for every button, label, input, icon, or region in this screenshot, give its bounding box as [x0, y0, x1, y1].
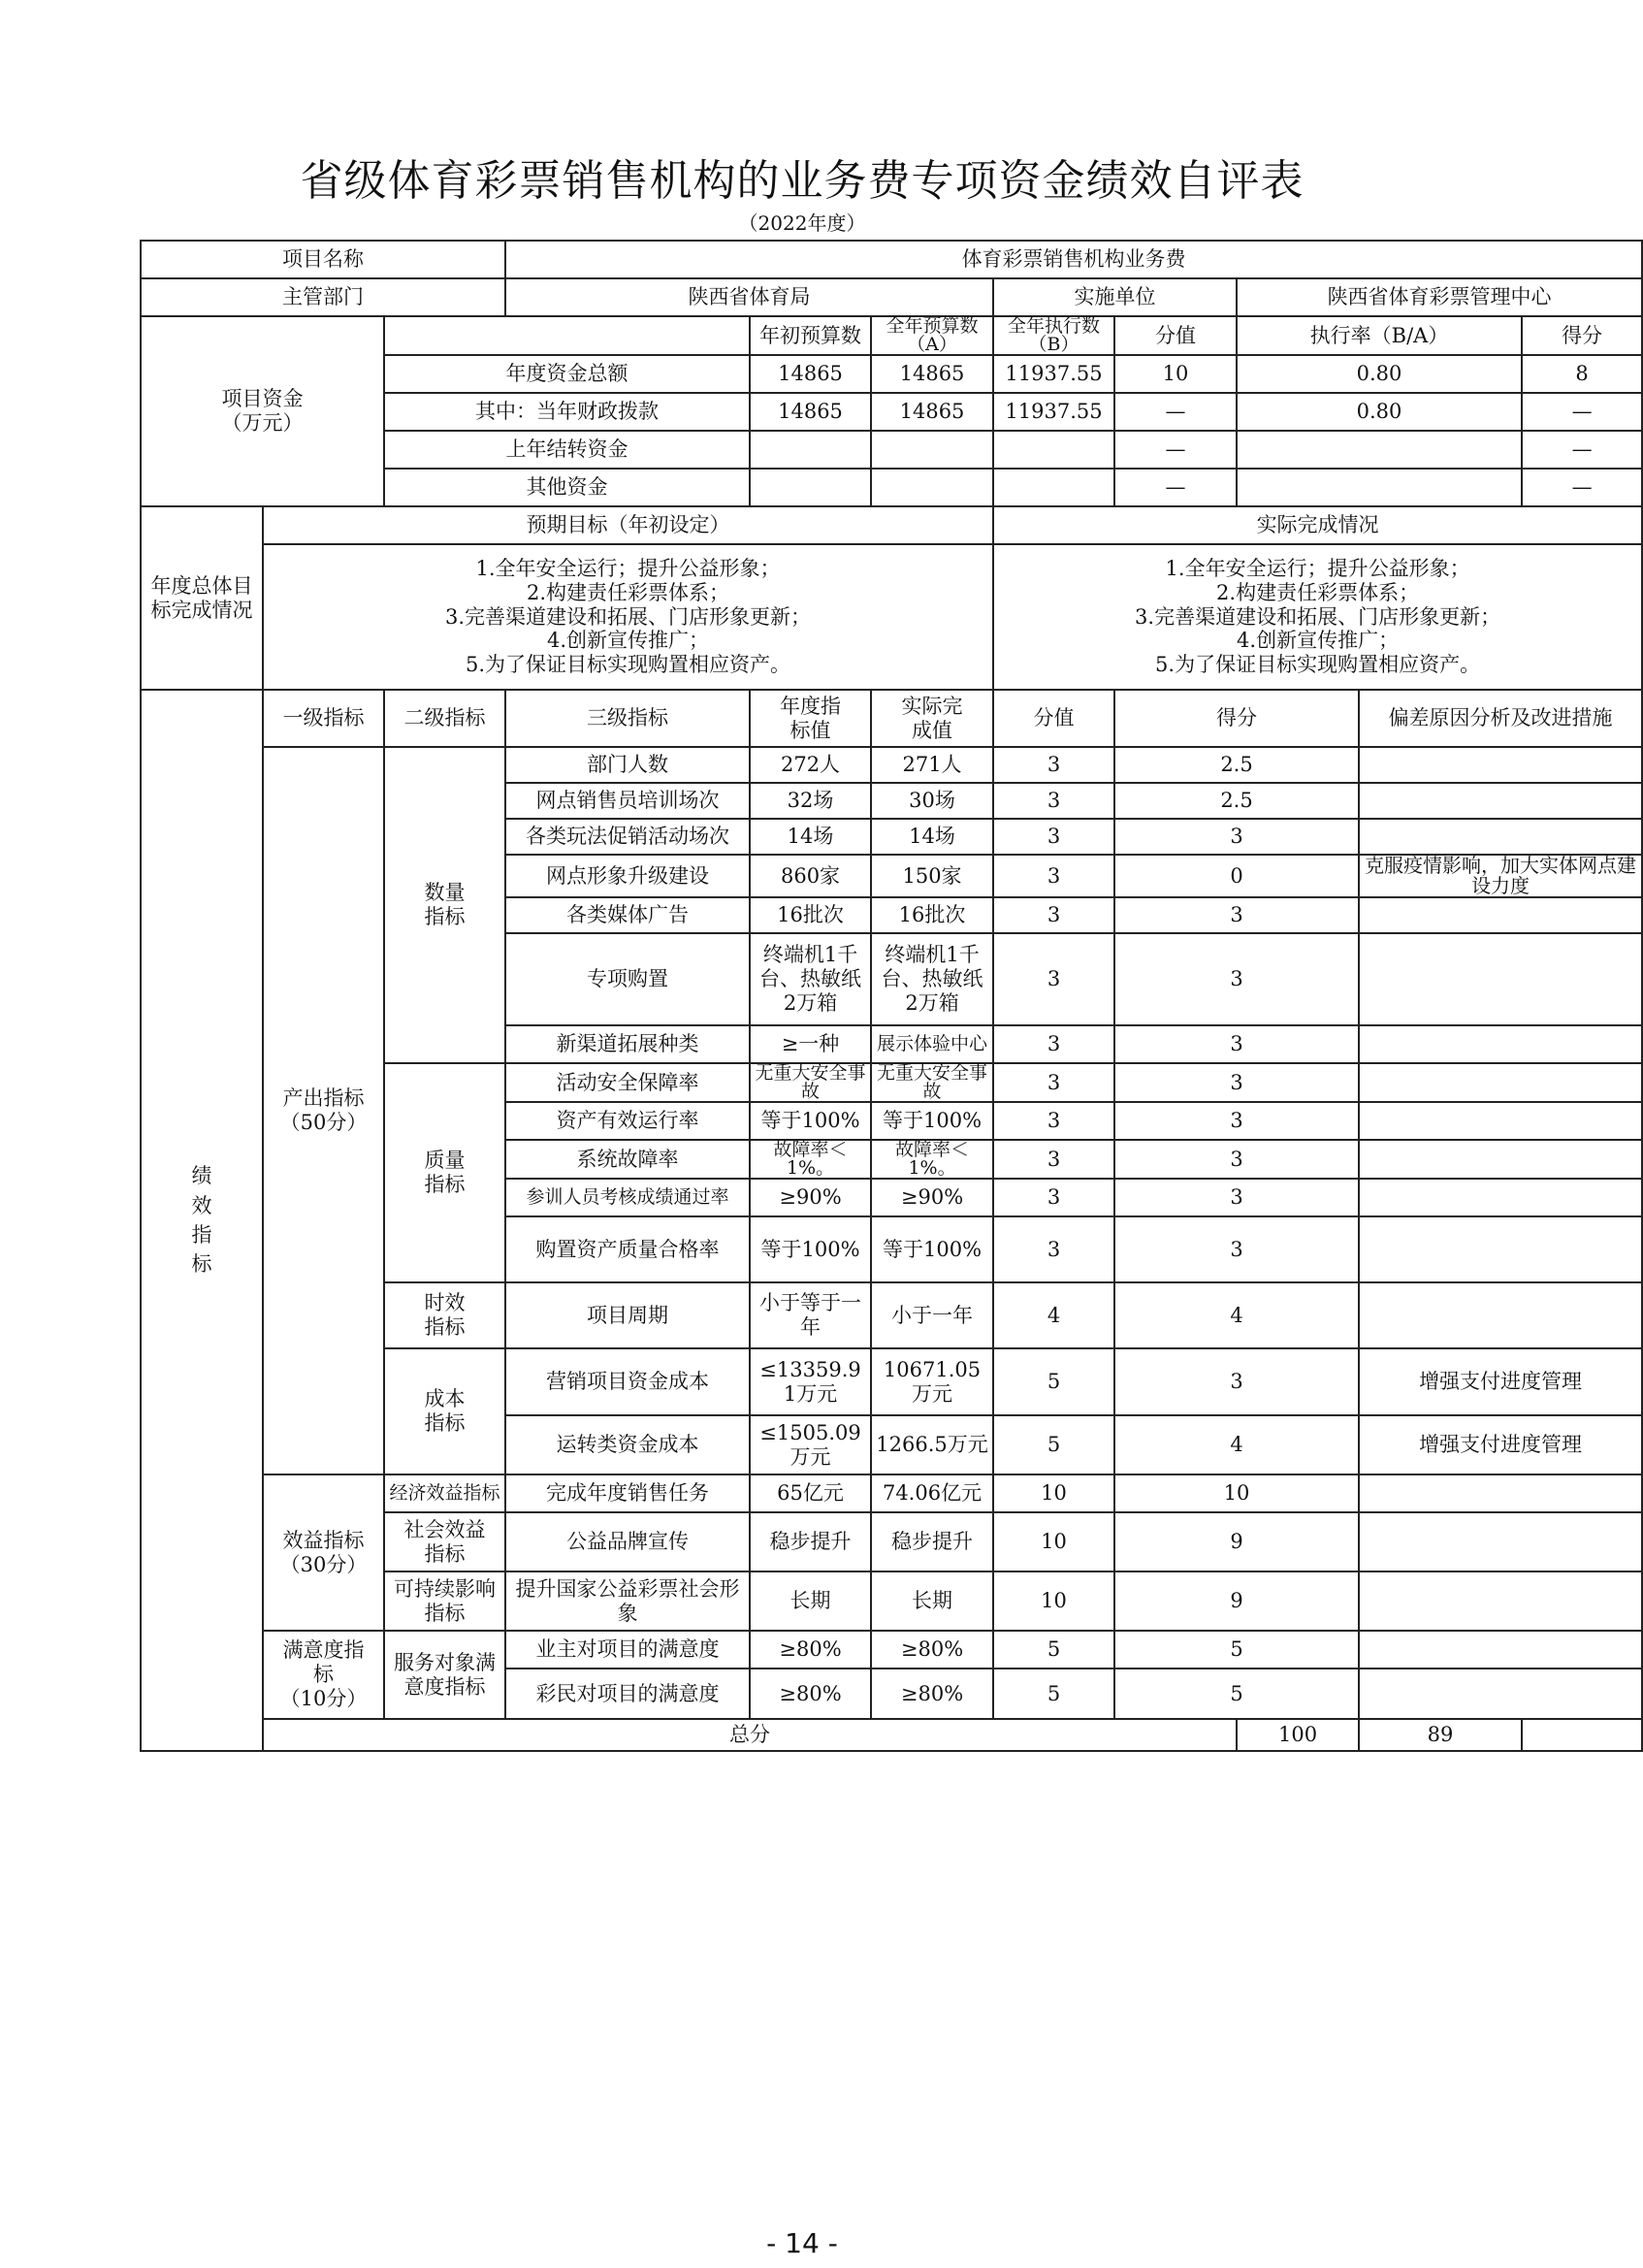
perf-col-l1: 一级指标 — [263, 690, 384, 747]
funds-annual: 14865 — [871, 355, 993, 393]
social-indicator-label: 社会效益指标 — [384, 1512, 505, 1571]
indicator-reason — [1359, 1512, 1642, 1571]
indicator-score: 3 — [1114, 1063, 1359, 1102]
indicator-score: 0 — [1114, 855, 1359, 897]
goal-item: 3.完善渠道建设和拓展、门店形象更新； — [1135, 604, 1501, 629]
indicator-target: ≥一种 — [750, 1025, 871, 1063]
indicator-score-val: 3 — [993, 1025, 1114, 1063]
indicator-name: 项目周期 — [505, 1282, 750, 1348]
funds-label: 项目资金 （万元） — [141, 316, 384, 506]
indicator-score-val: 3 — [993, 1140, 1114, 1179]
perf-col-target: 年度指标值 — [750, 690, 871, 747]
funds-exec: 11937.55 — [993, 355, 1114, 393]
cost-indicator-label: 成本指标 — [384, 1348, 505, 1474]
funds-score: — — [1522, 469, 1642, 506]
project-name-label: 项目名称 — [141, 241, 505, 278]
total-score: 89 — [1359, 1719, 1522, 1751]
goal-item: 3.完善渠道建设和拓展、门店形象更新； — [444, 604, 812, 629]
funds-exec: 11937.55 — [993, 393, 1114, 431]
indicator-actual: 271人 — [871, 747, 993, 783]
indicator-target: 小于等于一年 — [750, 1282, 871, 1348]
dept-label: 主管部门 — [141, 278, 505, 316]
funds-col-annual: 全年预算数 （A） — [871, 316, 993, 355]
indicator-score: 3 — [1114, 819, 1359, 855]
funds-rate — [1237, 469, 1522, 506]
funds-exec — [993, 431, 1114, 469]
document-title: 省级体育彩票销售机构的业务费专项资金绩效自评表 — [300, 156, 1305, 206]
goal-item: 1.全年安全运行；提升公益形象； — [475, 557, 781, 581]
funds-rate: 0.80 — [1237, 393, 1522, 431]
goals-label: 年度总体目标完成情况 — [141, 506, 263, 690]
total-row — [141, 1719, 1642, 1751]
indicator-reason: 增强支付进度管理 — [1359, 1348, 1642, 1415]
funds-col-rate: 执行率（B/A） — [1237, 316, 1522, 355]
funds-score: — — [1522, 431, 1642, 469]
dept-value: 陕西省体育局 — [505, 278, 993, 316]
funds-header-row — [141, 316, 1642, 355]
indicator-name: 新渠道拓展种类 — [505, 1025, 750, 1063]
perf-header-row — [141, 690, 1642, 747]
goal-item: 2.构建责任彩票体系； — [1216, 580, 1420, 604]
indicator-score-val: 5 — [993, 1631, 1114, 1669]
indicator-actual: 无重大安全事故 — [871, 1063, 993, 1102]
funds-row-name: 年度资金总额 — [384, 355, 750, 393]
indicator-name: 彩民对项目的满意度 — [505, 1669, 750, 1719]
indicator-actual: 终端机1千台、热敏纸2万箱 — [871, 933, 993, 1025]
indicator-reason — [1359, 819, 1642, 855]
indicator-actual: 小于一年 — [871, 1282, 993, 1348]
indicator-target: 65亿元 — [750, 1474, 871, 1512]
indicator-score: 3 — [1114, 897, 1359, 933]
timeliness-indicator-label: 时效指标 — [384, 1282, 505, 1348]
indicator-actual: 14场 — [871, 819, 993, 855]
indicator-name: 专项购置 — [505, 933, 750, 1025]
perf-row — [141, 1474, 1642, 1512]
indicator-target: 稳步提升 — [750, 1512, 871, 1571]
goal-item: 1.全年安全运行；提升公益形象； — [1165, 557, 1470, 581]
indicator-name: 部门人数 — [505, 747, 750, 783]
indicator-reason — [1359, 1179, 1642, 1216]
impl-label: 实施单位 — [993, 278, 1237, 316]
perf-col-reason: 偏差原因分析及改进措施 — [1359, 690, 1642, 747]
indicator-actual: 1266.5万元 — [871, 1415, 993, 1474]
indicator-score-val: 10 — [993, 1512, 1114, 1571]
goals-expected-header: 预期目标（年初设定） — [263, 506, 993, 544]
indicator-score-val: 10 — [993, 1474, 1114, 1512]
funds-col-score: 得分 — [1522, 316, 1642, 355]
total-blank — [1522, 1719, 1642, 1751]
indicator-reason — [1359, 1669, 1642, 1719]
indicator-actual: 稳步提升 — [871, 1512, 993, 1571]
output-indicator-label: 产出指标 （50分） — [263, 747, 384, 1474]
impl-value: 陕西省体育彩票管理中心 — [1237, 278, 1642, 316]
satisfaction-indicator-label: 满意度指标 （10分） — [263, 1631, 384, 1719]
funds-rate — [1237, 431, 1522, 469]
indicator-score-val: 4 — [993, 1282, 1114, 1348]
funds-score-val: — — [1114, 431, 1237, 469]
goal-item: 5.为了保证目标实现购置相应资产。 — [465, 653, 791, 677]
indicator-target: 14场 — [750, 819, 871, 855]
indicator-target: 终端机1千台、热敏纸2万箱 — [750, 933, 871, 1025]
indicator-reason — [1359, 1216, 1642, 1282]
indicator-name: 参训人员考核成绩通过率 — [505, 1179, 750, 1216]
quantity-indicator-label: 数量指标 — [384, 747, 505, 1063]
indicator-score-val: 3 — [993, 897, 1114, 933]
funds-col-exec: 全年执行数 （B） — [993, 316, 1114, 355]
indicator-score-val: 5 — [993, 1348, 1114, 1415]
indicator-score: 2.5 — [1114, 747, 1359, 783]
indicator-reason — [1359, 1102, 1642, 1140]
project-name-row — [141, 241, 1642, 278]
indicator-score-val: 10 — [993, 1571, 1114, 1631]
indicator-actual: 等于100% — [871, 1102, 993, 1140]
page-number: - 14 - — [766, 2227, 838, 2259]
indicator-score: 9 — [1114, 1512, 1359, 1571]
funds-exec — [993, 469, 1114, 506]
service-satisfaction-label: 服务对象满意度指标 — [384, 1631, 505, 1719]
indicator-target: 16批次 — [750, 897, 871, 933]
funds-rate: 0.80 — [1237, 355, 1522, 393]
indicator-name: 系统故障率 — [505, 1140, 750, 1179]
indicator-score: 3 — [1114, 1216, 1359, 1282]
indicator-score-val: 3 — [993, 1063, 1114, 1102]
perf-row — [141, 1631, 1642, 1669]
funds-score-val: — — [1114, 393, 1237, 431]
indicator-name: 运转类资金成本 — [505, 1415, 750, 1474]
funds-score: — — [1522, 393, 1642, 431]
indicator-score-val: 5 — [993, 1669, 1114, 1719]
indicator-score: 3 — [1114, 1102, 1359, 1140]
indicator-name: 提升国家公益彩票社会形象 — [505, 1571, 750, 1631]
quality-indicator-label: 质量指标 — [384, 1063, 505, 1282]
indicator-target: ≥80% — [750, 1631, 871, 1669]
indicator-actual: ≥80% — [871, 1631, 993, 1669]
perf-row — [141, 747, 1642, 783]
funds-init — [750, 431, 871, 469]
indicator-actual: 150家 — [871, 855, 993, 897]
funds-init — [750, 469, 871, 506]
funds-blank-header — [384, 316, 750, 355]
funds-col-score-val: 分值 — [1114, 316, 1237, 355]
funds-annual: 14865 — [871, 393, 993, 431]
indicator-actual: 故障率＜1%。 — [871, 1140, 993, 1179]
indicator-target: 860家 — [750, 855, 871, 897]
indicator-score-val: 3 — [993, 1216, 1114, 1282]
funds-score-val: 10 — [1114, 355, 1237, 393]
indicator-name: 网点形象升级建设 — [505, 855, 750, 897]
indicator-name: 公益品牌宣传 — [505, 1512, 750, 1571]
goal-item: 4.创新宣传推广； — [546, 629, 710, 653]
department-row — [141, 278, 1642, 316]
indicator-score-val: 3 — [993, 747, 1114, 783]
indicator-target: ≤13359.91万元 — [750, 1348, 871, 1415]
indicator-score-val: 3 — [993, 855, 1114, 897]
indicator-reason — [1359, 1571, 1642, 1631]
goals-content-row — [141, 544, 1642, 690]
indicator-name: 网点销售员培训场次 — [505, 783, 750, 819]
goals-actual-list — [993, 544, 1642, 690]
perf-col-score-val: 分值 — [993, 690, 1114, 747]
document-year: （2022年度） — [738, 211, 866, 235]
funds-init: 14865 — [750, 393, 871, 431]
sustainable-indicator-label: 可持续影响指标 — [384, 1571, 505, 1631]
perf-label: 绩效指标 — [141, 690, 263, 1751]
indicator-score: 3 — [1114, 1140, 1359, 1179]
goals-header-row — [141, 506, 1642, 544]
indicator-target: 等于100% — [750, 1216, 871, 1282]
indicator-reason — [1359, 1282, 1642, 1348]
indicator-score: 4 — [1114, 1415, 1359, 1474]
indicator-score: 9 — [1114, 1571, 1359, 1631]
indicator-target: 等于100% — [750, 1102, 871, 1140]
indicator-reason — [1359, 783, 1642, 819]
indicator-actual: ≥80% — [871, 1669, 993, 1719]
indicator-score: 3 — [1114, 1348, 1359, 1415]
indicator-reason — [1359, 1063, 1642, 1102]
indicator-target: ≥90% — [750, 1179, 871, 1216]
indicator-actual: ≥90% — [871, 1179, 993, 1216]
indicator-reason: 克服疫情影响，加大实体网点建设力度 — [1359, 855, 1642, 897]
indicator-score: 10 — [1114, 1474, 1359, 1512]
indicator-name: 完成年度销售任务 — [505, 1474, 750, 1512]
project-name-value: 体育彩票销售机构业务费 — [505, 241, 1642, 278]
funds-init: 14865 — [750, 355, 871, 393]
indicator-target: 272人 — [750, 747, 871, 783]
indicator-target: 32场 — [750, 783, 871, 819]
total-label: 总分 — [263, 1719, 1237, 1751]
goals-expected-list — [263, 544, 993, 690]
indicator-reason — [1359, 897, 1642, 933]
indicator-score-val: 3 — [993, 1102, 1114, 1140]
indicator-score: 4 — [1114, 1282, 1359, 1348]
perf-col-score: 得分 — [1114, 690, 1359, 747]
indicator-name: 资产有效运行率 — [505, 1102, 750, 1140]
indicator-name: 购置资产质量合格率 — [505, 1216, 750, 1282]
indicator-actual: 30场 — [871, 783, 993, 819]
benefit-indicator-label: 效益指标 （30分） — [263, 1474, 384, 1631]
indicator-name: 各类玩法促销活动场次 — [505, 819, 750, 855]
economic-indicator-label: 经济效益指标 — [384, 1474, 505, 1512]
indicator-score: 3 — [1114, 1179, 1359, 1216]
total-score-val: 100 — [1237, 1719, 1359, 1751]
indicator-target: 长期 — [750, 1571, 871, 1631]
perf-col-l3: 三级指标 — [505, 690, 750, 747]
indicator-score-val: 3 — [993, 819, 1114, 855]
indicator-name: 业主对项目的满意度 — [505, 1631, 750, 1669]
indicator-score: 5 — [1114, 1669, 1359, 1719]
funds-score-val: — — [1114, 469, 1237, 506]
indicator-name: 各类媒体广告 — [505, 897, 750, 933]
indicator-actual: 74.06亿元 — [871, 1474, 993, 1512]
indicator-reason — [1359, 1025, 1642, 1063]
indicator-target: ≥80% — [750, 1669, 871, 1719]
perf-col-actual: 实际完成值 — [871, 690, 993, 747]
perf-col-l2: 二级指标 — [384, 690, 505, 747]
indicator-actual: 展示体验中心 — [871, 1025, 993, 1063]
indicator-reason — [1359, 1140, 1642, 1179]
indicator-reason — [1359, 747, 1642, 783]
funds-row-name: 上年结转资金 — [384, 431, 750, 469]
goals-actual-header: 实际完成情况 — [993, 506, 1642, 544]
funds-row-name: 其他资金 — [384, 469, 750, 506]
indicator-actual: 16批次 — [871, 897, 993, 933]
goal-item: 5.为了保证目标实现购置相应资产。 — [1155, 653, 1481, 677]
indicator-actual: 10671.05万元 — [871, 1348, 993, 1415]
indicator-target: 故障率＜1%。 — [750, 1140, 871, 1179]
funds-annual — [871, 469, 993, 506]
indicator-name: 活动安全保障率 — [505, 1063, 750, 1102]
indicator-reason: 增强支付进度管理 — [1359, 1415, 1642, 1474]
indicator-actual: 长期 — [871, 1571, 993, 1631]
funds-annual — [871, 431, 993, 469]
indicator-actual: 等于100% — [871, 1216, 993, 1282]
indicator-reason — [1359, 1631, 1642, 1669]
indicator-score: 2.5 — [1114, 783, 1359, 819]
indicator-name: 营销项目资金成本 — [505, 1348, 750, 1415]
indicator-score: 3 — [1114, 1025, 1359, 1063]
goal-item: 2.构建责任彩票体系； — [526, 580, 730, 604]
indicator-target: 无重大安全事故 — [750, 1063, 871, 1102]
indicator-score-val: 3 — [993, 783, 1114, 819]
indicator-score: 5 — [1114, 1631, 1359, 1669]
indicator-score: 3 — [1114, 933, 1359, 1025]
indicator-target: ≤1505.09万元 — [750, 1415, 871, 1474]
indicator-score-val: 3 — [993, 1179, 1114, 1216]
performance-evaluation-table — [140, 240, 1643, 1752]
indicator-score-val: 3 — [993, 933, 1114, 1025]
goal-item: 4.创新宣传推广； — [1237, 629, 1400, 653]
funds-col-init: 年初预算数 — [750, 316, 871, 355]
indicator-reason — [1359, 933, 1642, 1025]
indicator-score-val: 5 — [993, 1415, 1114, 1474]
funds-row-name: 其中：当年财政拨款 — [384, 393, 750, 431]
funds-score: 8 — [1522, 355, 1642, 393]
indicator-reason — [1359, 1474, 1642, 1512]
